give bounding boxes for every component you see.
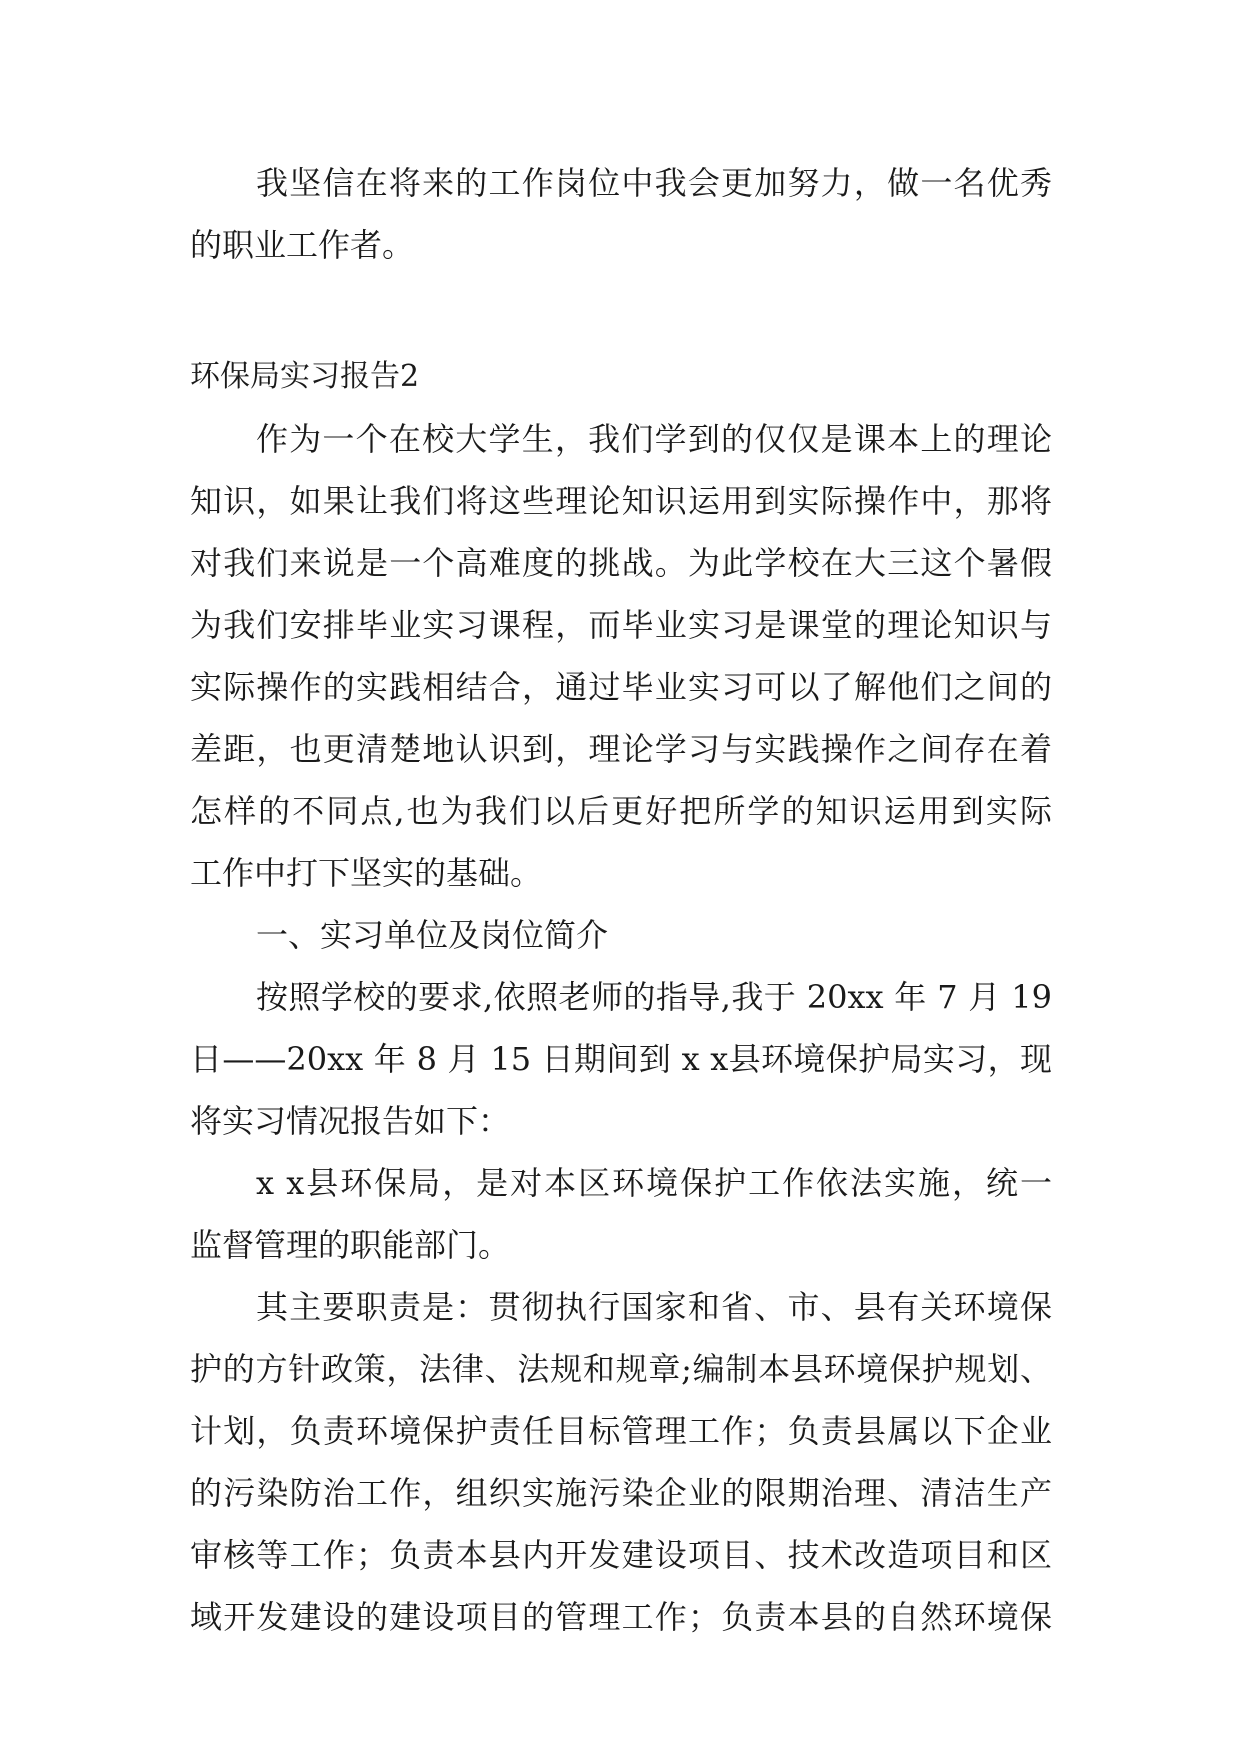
text-line: 作为一个在校大学生，我们学到的仅仅是课本上的理论 — [256, 420, 1052, 458]
document-body — [190, 152, 1052, 1648]
text-line: 计划，负责环境保护责任目标管理工作；负责县属以下企业 — [190, 1412, 1052, 1450]
text-line: 监督管理的职能部门。 — [190, 1226, 511, 1264]
section-title: 环保局实习报告2 — [190, 359, 420, 394]
text-line: 护的方针政策，法律、法规和规章;编制本县环境保护规划、 — [190, 1350, 1052, 1388]
paragraph-bureau — [190, 1152, 1052, 1276]
text-line: 将实习情况报告如下： — [190, 1102, 511, 1140]
text-line: 知识，如果让我们将这些理论知识运用到实际操作中，那将 — [190, 482, 1052, 520]
text-line: 对我们来说是一个高难度的挑战。为此学校在大三这个暑假 — [190, 544, 1052, 582]
text-line: 审核等工作；负责本县内开发建设项目、技术改造项目和区 — [190, 1536, 1052, 1574]
text-line: 怎样的不同点,也为我们以后更好把所学的知识运用到实际 — [190, 792, 1052, 830]
text-line: 为我们安排毕业实习课程，而毕业实习是课堂的理论知识与 — [190, 606, 1052, 644]
text-line: 实际操作的实践相结合，通过毕业实习可以了解他们之间的 — [190, 668, 1052, 706]
paragraph-intro — [190, 408, 1052, 904]
text-line: 的职业工作者。 — [190, 226, 415, 264]
text-line: 其主要职责是：贯彻执行国家和省、市、县有关环境保 — [256, 1288, 1052, 1326]
paragraph-conclusion — [190, 152, 1052, 276]
paragraph-duties — [190, 1276, 1052, 1648]
subheading: 一、实习单位及岗位简介 — [256, 916, 609, 954]
text-line: x x县环保局，是对本区环境保护工作依法实施，统一 — [256, 1164, 1052, 1202]
text-line: 工作中打下坚实的基础。 — [190, 854, 543, 892]
text-line: 差距，也更清楚地认识到，理论学习与实践操作之间存在着 — [190, 730, 1052, 768]
text-line: 日——20xx 年 8 月 15 日期间到 x x县环境保护局实习，现 — [190, 1040, 1052, 1078]
text-line: 域开发建设的建设项目的管理工作；负责本县的自然环境保 — [190, 1598, 1052, 1636]
paragraph-schedule — [190, 966, 1052, 1152]
section-gap — [190, 276, 1052, 346]
text-line: 按照学校的要求,依照老师的指导,我于 20xx 年 7 月 19 — [256, 978, 1052, 1016]
text-line: 的污染防治工作，组织实施污染企业的限期治理、清洁生产 — [190, 1474, 1052, 1512]
text-line: 我坚信在将来的工作岗位中我会更加努力，做一名优秀 — [256, 164, 1052, 202]
